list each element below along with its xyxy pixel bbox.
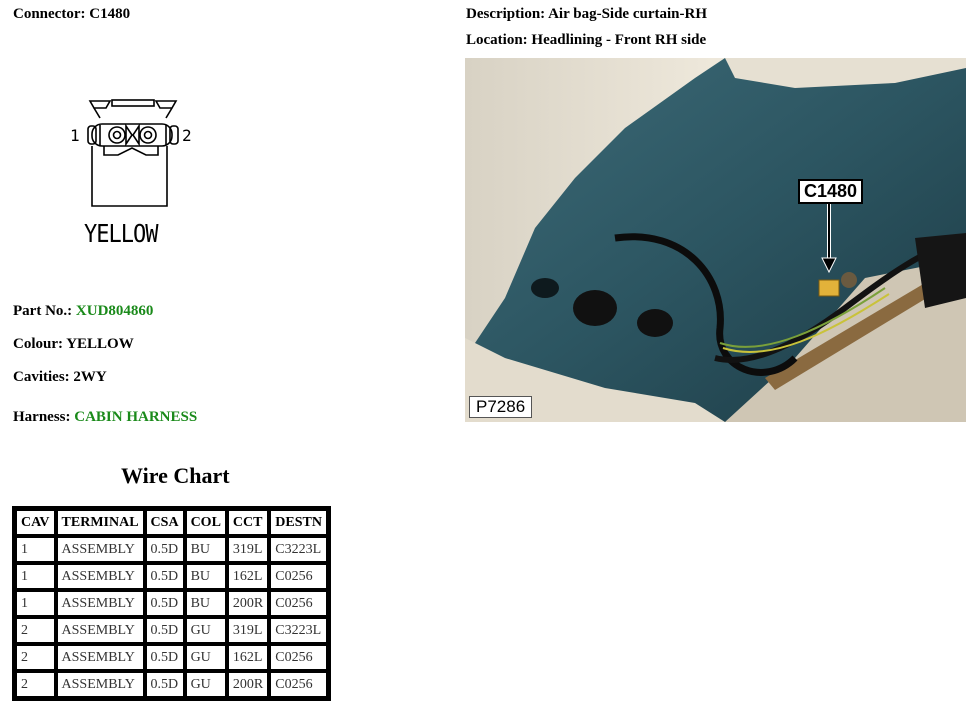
cell-cav: 1 — [15, 536, 56, 563]
connector-color-caption: YELLOW — [84, 220, 158, 249]
header-cct: CCT — [227, 509, 269, 536]
cell-csa: 0.5D — [145, 536, 185, 563]
cell-cav: 2 — [15, 617, 56, 644]
cell-col: BU — [185, 590, 227, 617]
cell-cct: 200R — [227, 671, 269, 698]
header-cav: CAV — [15, 509, 56, 536]
table-row — [15, 563, 328, 590]
cell-col: GU — [185, 617, 227, 644]
part-no-line — [13, 303, 153, 320]
location-label: Location: — [466, 32, 528, 48]
header-destn: DESTN — [269, 509, 328, 536]
cell-cav: 2 — [15, 644, 56, 671]
cell-destn: C3223L — [269, 536, 328, 563]
cell-col: GU — [185, 671, 227, 698]
header-terminal: TERMINAL — [56, 509, 145, 536]
connector-face-diagram — [62, 92, 212, 212]
cell-col: BU — [185, 563, 227, 590]
cell-destn: C0256 — [269, 671, 328, 698]
cell-terminal: ASSEMBLY — [56, 617, 145, 644]
pin-label-2: 2 — [182, 126, 192, 145]
cell-cct: 162L — [227, 644, 269, 671]
photo-connector-callout: C1480 — [798, 179, 863, 204]
connector-outline-icon — [62, 92, 212, 212]
cell-terminal: ASSEMBLY — [56, 644, 145, 671]
header-col: COL — [185, 509, 227, 536]
colour-line — [13, 336, 134, 353]
cell-cct: 319L — [227, 617, 269, 644]
photo-reference-label: P7286 — [469, 396, 532, 418]
wire-chart-title: Wire Chart — [121, 463, 230, 488]
cell-destn: C0256 — [269, 590, 328, 617]
cell-terminal: ASSEMBLY — [56, 536, 145, 563]
connector-id-line — [13, 6, 130, 23]
header-csa: CSA — [145, 509, 185, 536]
cell-csa: 0.5D — [145, 563, 185, 590]
cell-col: BU — [185, 536, 227, 563]
colour-label: Colour: — [13, 336, 63, 352]
cell-csa: 0.5D — [145, 590, 185, 617]
cell-terminal: ASSEMBLY — [56, 590, 145, 617]
connector-value: C1480 — [89, 6, 131, 22]
connector-label: Connector: — [13, 6, 86, 22]
wire-chart-header-row — [15, 509, 328, 536]
cell-destn: C0256 — [269, 563, 328, 590]
cell-csa: 0.5D — [145, 617, 185, 644]
cell-terminal: ASSEMBLY — [56, 671, 145, 698]
cell-cct: 319L — [227, 536, 269, 563]
cavities-value: 2WY — [73, 369, 107, 385]
pin-label-1: 1 — [70, 126, 80, 145]
cavities-label: Cavities: — [13, 369, 70, 385]
location-photo — [465, 58, 966, 422]
colour-value: YELLOW — [66, 336, 134, 352]
cell-csa: 0.5D — [145, 671, 185, 698]
cell-destn: C0256 — [269, 644, 328, 671]
description-label: Description: — [466, 6, 546, 22]
headlining-photo-illustration — [465, 58, 966, 422]
cell-col: GU — [185, 644, 227, 671]
table-row — [15, 536, 328, 563]
table-row — [15, 644, 328, 671]
table-row — [15, 617, 328, 644]
cell-cav: 1 — [15, 563, 56, 590]
cell-destn: C3223L — [269, 617, 328, 644]
description-value: Air bag-Side curtain-RH — [548, 6, 707, 22]
cell-cct: 200R — [227, 590, 269, 617]
location-value: Headlining - Front RH side — [531, 32, 707, 48]
cell-cav: 2 — [15, 671, 56, 698]
part-no-label: Part No.: — [13, 303, 73, 319]
cell-cav: 1 — [15, 590, 56, 617]
cell-csa: 0.5D — [145, 644, 185, 671]
harness-label: Harness: — [13, 409, 71, 425]
wire-chart-table — [12, 506, 331, 701]
table-row — [15, 590, 328, 617]
harness-link[interactable]: CABIN HARNESS — [74, 409, 198, 425]
description-line — [466, 6, 707, 23]
location-line — [466, 32, 706, 49]
cell-terminal: ASSEMBLY — [56, 563, 145, 590]
table-row — [15, 671, 328, 698]
harness-line — [13, 409, 197, 426]
part-no-link[interactable]: XUD804860 — [75, 303, 154, 319]
cavities-line — [13, 369, 107, 386]
cell-cct: 162L — [227, 563, 269, 590]
